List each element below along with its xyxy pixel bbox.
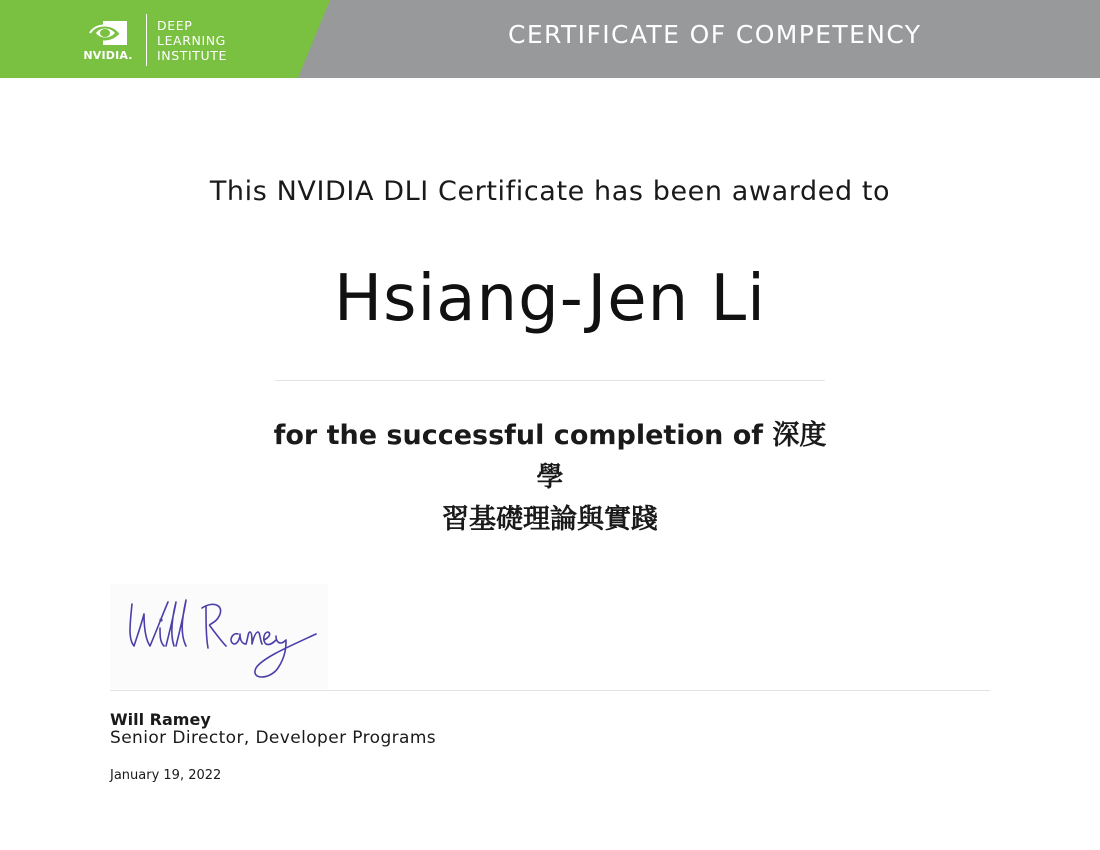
brand-line-deep: DEEP	[157, 17, 193, 33]
certificate-header	[0, 0, 1100, 78]
brand-line-institute: INSTITUTE	[157, 47, 228, 63]
awarded-statement: This NVIDIA DLI Certificate has been awarded to	[209, 176, 891, 207]
name-divider	[275, 380, 825, 381]
signer-name: Will Ramey	[110, 710, 211, 729]
signature-image	[110, 584, 328, 689]
completion-line-1: for the successful completion of 深度學	[273, 420, 827, 493]
signer-title: Senior Director, Developer Programs	[110, 728, 437, 748]
brand-line-learning: LEARNING	[157, 32, 226, 48]
completion-statement	[270, 415, 830, 541]
brand-divider	[146, 14, 147, 66]
certificate-type-title: CERTIFICATE OF COMPETENCY	[508, 20, 922, 49]
dli-brand-text	[157, 18, 227, 63]
handwritten-signature	[110, 584, 328, 689]
recipient-name: Hsiang-Jen Li	[334, 262, 766, 336]
nvidia-logo	[80, 19, 136, 62]
nvidia-wordmark: NVIDIA.	[83, 48, 133, 62]
nvidia-eye-icon	[88, 19, 128, 47]
completion-line-2: 習基礎理論與實踐	[442, 504, 658, 535]
dli-brand-lockup	[80, 16, 227, 64]
signature-divider	[110, 690, 990, 691]
issue-date: January 19, 2022	[110, 768, 222, 783]
